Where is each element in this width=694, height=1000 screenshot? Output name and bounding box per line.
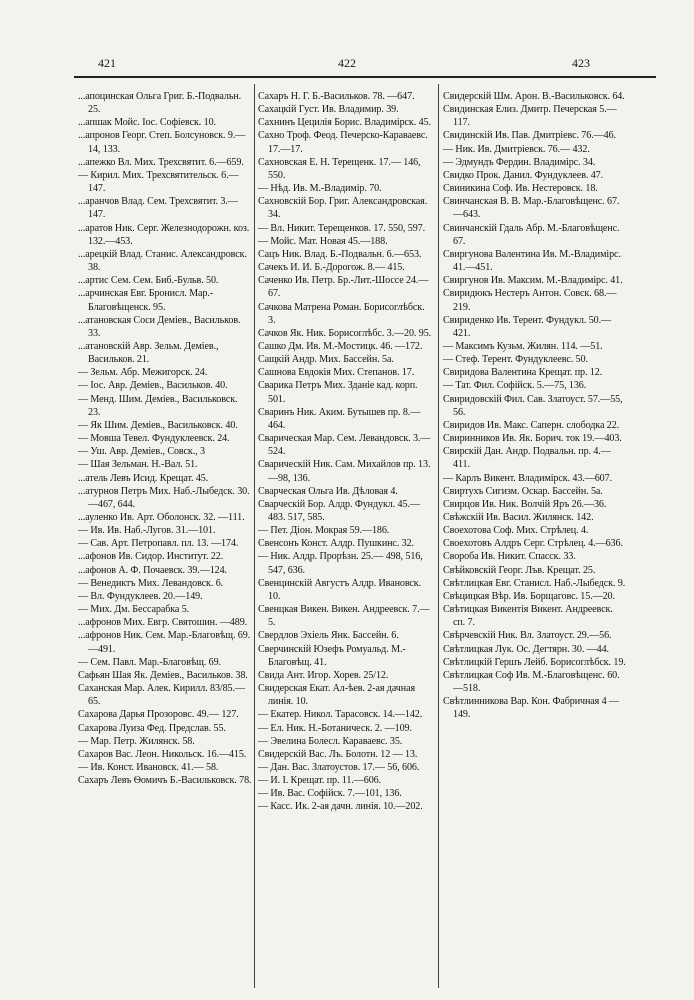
directory-entry: Свенцинскій Августъ Алдр. Ивановск. 10. [258,577,422,602]
directory-entry: Свиридовскій Фил. Сав. Златоуст. 57.—55, 56. [443,393,623,418]
directory-entry: ...апежко Вл. Мих. Трехсвятит. 6.—659. [78,156,244,168]
directory-entry: — Дан. Вас. Златоустов. 17.— 56, 606. [258,761,420,773]
directory-entry: ...афонов А. Ф. Почаевск. 39.—124. [78,564,227,576]
directory-entry: Свенсонъ Конст. Алдр. Пушкинс. 32. [258,538,414,550]
directory-entry: Сахацкій Густ. Ив. Владимир. 39. [258,104,399,116]
directory-entry: Свѣтлицкая Лук. Ос. Дегтярн. 30. —44. [443,643,609,655]
directory-entry: Саченко Ив. Петр. Бр.-Лит.-Шоссе 24.—67. [258,275,429,300]
directory-entry: ...атель Левъ Исид. Крещат. 45. [78,472,209,484]
column-divider-2 [438,84,439,988]
directory-entry: Свиридов Ив. Макс. Саперн. слободка 22. [443,419,620,431]
directory-entry: — Пет. Діон. Мокрая 59.—186. [258,525,390,537]
directory-entry: Свѣтлицкая Евг. Станисл. Наб.-Лыбедск. 9. [443,577,626,589]
directory-entry: Сахнинъ Цецилія Борис. Владимірск. 45. [258,117,431,129]
column-2 [258,90,432,814]
directory-entry: — Эвелина Болесл. Караваевс. 35. [258,735,403,747]
directory-entry: Свѣжскій Ив. Васил. Жилянск. 142. [443,512,594,523]
directory-entry: — Нѣд. Ив. М.-Владимір. 70. [258,183,382,195]
directory-entry: — Касс. Ик. 2-ая дачн. линія. 10.—202. [258,801,423,813]
directory-entry: — Зельм. Абр. Межигорск. 24. [78,367,208,379]
directory-entry: Свинчанскій Гдаль Абр. М.-Благовѣщенс. 67. [443,222,620,247]
directory-entry: Свида Ант. Игор. Хорев. 25/12. [258,669,389,681]
directory-entry: — Менд. Шим. Деміев., Васильковск. 23. [78,393,238,418]
directory-entry: Сачкова Матрена Роман. Борисоглѣбск. 3. [258,301,425,326]
directory-entry: — Ив. Вас. Софійск. 7.—101, 136. [258,788,402,800]
directory-entry: Сацъ Ник. Влад. Б.-Подвальн. 6.—653. [258,248,422,260]
directory-entry: Сахарова Луиза Фед. Предслав. 55. [78,722,226,734]
directory-entry: — Кирил. Мих. Трехсвятительск. 6.—147. [78,169,239,195]
directory-entry: — Максимъ Кузьм. Жилян. 114. —51. [443,340,603,352]
directory-entry: Своехотова Соф. Мих. Стрѣлец. 4. [443,525,589,537]
directory-entry: Свидерская Екат. Ал-ѣев. 2-ая дачная линія. 10. [258,683,416,708]
directory-entry: Свирцов Ив. Ник. Волчій Яръ 26.—36. [443,498,607,510]
directory-entry: — Вл. Никит. Терещенков. 17. 550, 597. [258,222,426,234]
directory-entry: ...апоцинская Ольга Григ. Б.-Подвальн. 25. [78,91,242,116]
directory-entry: ...ауленко Ив. Арт. Оболонск. 32. —111. [78,512,245,523]
directory-entry: Сашко Дм. Ив. М.-Мостицк. 46. —172. [258,340,423,352]
directory-entry: Сачекъ И. И. Б.-Дорогож. 8.— 415. [258,262,405,274]
directory-entry: Свиртухъ Сигизм. Оскар. Бассейн. 5а. [443,485,603,497]
page-number-center: 422 [338,56,356,70]
directory-entry: ...артис Сем. Сем. Биб.-Бульв. 50. [78,275,219,287]
column-1 [78,90,252,787]
directory-entry: ...афонов Ив. Сидор. Институт. 22. [78,551,224,563]
directory-entry: ...аранчов Влад. Сем. Трехсвятит. 3.—147. [78,196,238,221]
page-number-right: 423 [572,56,590,70]
directory-entry: — Мих. Дм. Бессарабка 5. [78,604,190,616]
page-header [0,56,694,72]
directory-entry: — Мовша Тевел. Фундуклеевск. 24. [78,433,230,445]
directory-entry: Сверчинскій Юзефъ Ромуальд. М.-Благовѣщ. 41. [258,643,406,668]
directory-entry: Сахаръ Н. Г. Б.-Васильков. 78. —647. [258,91,415,102]
directory-entry: — Уш. Авр. Деміев., Совск., 3 [78,446,205,458]
directory-entry: Свиникина Соф. Ив. Нестеровск. 18. [443,183,598,195]
column-divider-1 [254,84,255,988]
directory-entry: — Стеф. Терент. Фундуклеевс. 50. [443,354,588,366]
directory-entry: — Екатер. Никол. Тарасовск. 14.—142. [258,709,423,721]
directory-entry: Сахаръ Левъ Ѳомичъ Б.-Васильковск. 78. [78,775,252,787]
directory-entry: Свидко Прок. Данил. Фундуклеев. 47. [443,169,604,181]
directory-entry: Свиридова Валентина Крещат. пр. 12. [443,367,603,379]
directory-entry: Сахновская Е. Н. Терещенк. 17.— 146, 550. [258,156,421,181]
directory-entry: Своехотовъ Алдръ Серг. Стрѣлец. 4.—636. [443,538,623,550]
directory-entry: ...афронов Мих. Евгр. Святошин. —489. [78,617,248,629]
directory-entry: ...атановская Соси Деміев., Васильков. 33. [78,314,241,339]
directory-entry: Сачков Як. Ник. Борисоглѣбс. 3.—20. 95. [258,327,432,339]
directory-entry: Свѣцицкая Вѣр. Ив. Борщаговс. 15.—20. [443,590,615,602]
directory-entry: Свѣрчевскій Ник. Вл. Златоуст. 29.—56. [443,630,612,642]
directory-entry: ...атановскій Авр. Зельм. Деміев., Васильков. 21. [78,340,219,366]
directory-entry: — Эдмундъ Фердин. Владимірс. 34. [443,156,596,168]
directory-entry: Свѣйковскій Георг. Лъв. Крещат. 25. [443,564,596,576]
directory-entry: — Ел. Ник. Н.-Ботаническ. 2. —109. [258,722,412,734]
directory-entry: Свѣтлинникова Вар. Кон. Фабричная 4 — 149. [443,696,620,721]
directory-entry: Сахарова Дарья Прозоровс. 49.— 127. [78,709,239,721]
directory-entry: Сахаров Вас. Леон. Никольск. 16.—415. [78,748,247,760]
directory-entry: Свиргунова Валентина Ив. М.-Владимірс. 41.—451. [443,248,621,274]
directory-entry: Свидинскій Ив. Пав. Дмитріевс. 76.—46. [443,130,616,142]
directory-entry: Свидерскій Вас. Лъ. Болотн. 12 — 13. [258,748,418,760]
directory-entry: ...аратов Ник. Серг. Железнодорожн. коз. 132.—453. [78,222,250,247]
page-number-left: 421 [98,56,116,70]
directory-entry: Сахно Троф. Феод. Печерско-Караваевс. 17.—17. [258,130,428,155]
directory-entry: — Ив. Ив. Наб.-Лугов. 31.—101. [78,525,216,537]
directory-entry: Сащкій Андр. Мих. Бассейн. 5а. [258,354,394,366]
directory-entry: ...атурнов Петръ Мих. Наб.-Лыбедск. 30.—467, 644. [78,485,250,510]
directory-entry: ...афронов Ник. Сем. Мар.-Благовѣщ. 69.—491. [78,630,251,655]
directory-entry: Свѣтлицкая Соф Ив. М.-Благовѣщенс. 60.—518. [443,669,620,695]
directory-entry: Свиридюкъ Нестеръ Антон. Совск. 68.—219. [443,288,617,313]
directory-entry: Свидинская Елиз. Дмитр. Печерская 5.—117. [443,104,617,129]
directory-entry: ...арчинская Евг. Бронисл. Мар.-Благовѣщенск. 95. [78,288,214,313]
directory-entry: Свирскій Дан. Андр. Подвальн. пр. 4.—411. [443,446,611,471]
directory-entry: — Мойс. Мат. Новая 45.—188. [258,235,388,247]
directory-entry: — Іос. Авр. Деміев., Васильков. 40. [78,380,228,392]
directory-entry: Свѣтлицкій Гершъ Лейб. Борисоглѣбск. 19. [443,656,626,668]
directory-entry: — Венедиктъ Мих. Левандовск. 6. [78,577,224,589]
directory-entry: Сварическій Ник. Сам. Михайлов пр. 13.—98, 136. [258,459,431,484]
directory-entry: Свороба Ив. Никит. Спасск. 33. [443,551,576,563]
directory-entry: — Сем. Павл. Мар.-Благовѣщ. 69. [78,656,221,668]
directory-entry: ...апронов Георг. Степ. Болсуновск. 9.—14, 133. [78,130,246,155]
directory-entry: Свѣтицкая Викентія Викент. Андреевск. сп. 7. [443,604,613,629]
directory-entry: Сваринъ Ник. Аким. Бутышев пр. 8.—464. [258,406,421,431]
directory-entry: — Ник. Ив. Дмитріевск. 76.— 432. [443,143,590,155]
directory-entry: — Шая Зельман. Н.-Вал. 51. [78,459,198,471]
directory-entry: Свиринников Ив. Як. Борич. ток 19.—403. [443,433,622,445]
directory-entry: — Як Шим. Деміев., Васильковск. 40. [78,419,238,431]
directory-entry: Сафьян Шая Як. Деміев., Васильков. 38. [78,669,248,681]
directory-entry: — Карлъ Викент. Владимірск. 43.—607. [443,472,612,484]
directory-entry: Сварическая Мар. Сем. Левандовск. 3.—524. [258,433,431,458]
directory-entry: Свенцкая Викен. Викен. Андреевск. 7.—5. [258,604,430,629]
directory-entry: — Ник. Алдр. Прорѣзн. 25.— 498, 516, 547, 636. [258,551,423,576]
directory-entry: — Ив. Конст. Ивановск. 41.— 58. [78,761,219,773]
directory-entry: ...апшак Мойс. Іос. Софіевск. 10. [78,117,216,129]
directory-entry: Сашнова Евдокія Мих. Степанов. 17. [258,367,415,379]
directory-entry: Свердлов Эхіель Янк. Бассейн. 6. [258,630,399,642]
header-rule [74,76,656,78]
directory-entry: Сварика Петръ Мих. Зданіе кад. корп. 501. [258,380,418,405]
directory-entry: — И. І. Крещат. пр. 11.—606. [258,775,382,787]
directory-entry: Свириденко Ив. Терент. Фундукл. 50.—421. [443,314,612,339]
directory-entry: Сварческій Бор. Алдр. Фундукл. 45.—483. 517, 585. [258,498,420,523]
directory-entry: — Вл. Фундуклеев. 20.—149. [78,590,203,602]
directory-entry: Саханская Мар. Алек. Кирилл. 83/85.—65. [78,683,245,708]
directory-entry: Свиргунов Ив. Максим. М.-Владимірс. 41. [443,275,623,287]
directory-entry: Свидерскій Шм. Арон. В.-Васильковск. 64. [443,91,625,102]
directory-entry: Свинчанская В. В. Мар.-Благовѣщенс. 67.—643. [443,196,620,221]
directory-entry: — Сав. Арт. Петропавл. пл. 13. —174. [78,538,239,550]
directory-entry: — Мар. Петр. Жилянск. 58. [78,735,195,747]
directory-entry: Сварческая Ольга Ив. Дѣловая 4. [258,485,398,497]
column-3 [443,90,627,722]
directory-entry: — Тат. Фил. Софійск. 5.—75, 136. [443,380,587,392]
directory-entry: Сахновскій Бор. Григ. Александровская. 34. [258,196,428,221]
directory-entry: ...арецкій Влад. Станис. Александровск. 38. [78,248,247,274]
